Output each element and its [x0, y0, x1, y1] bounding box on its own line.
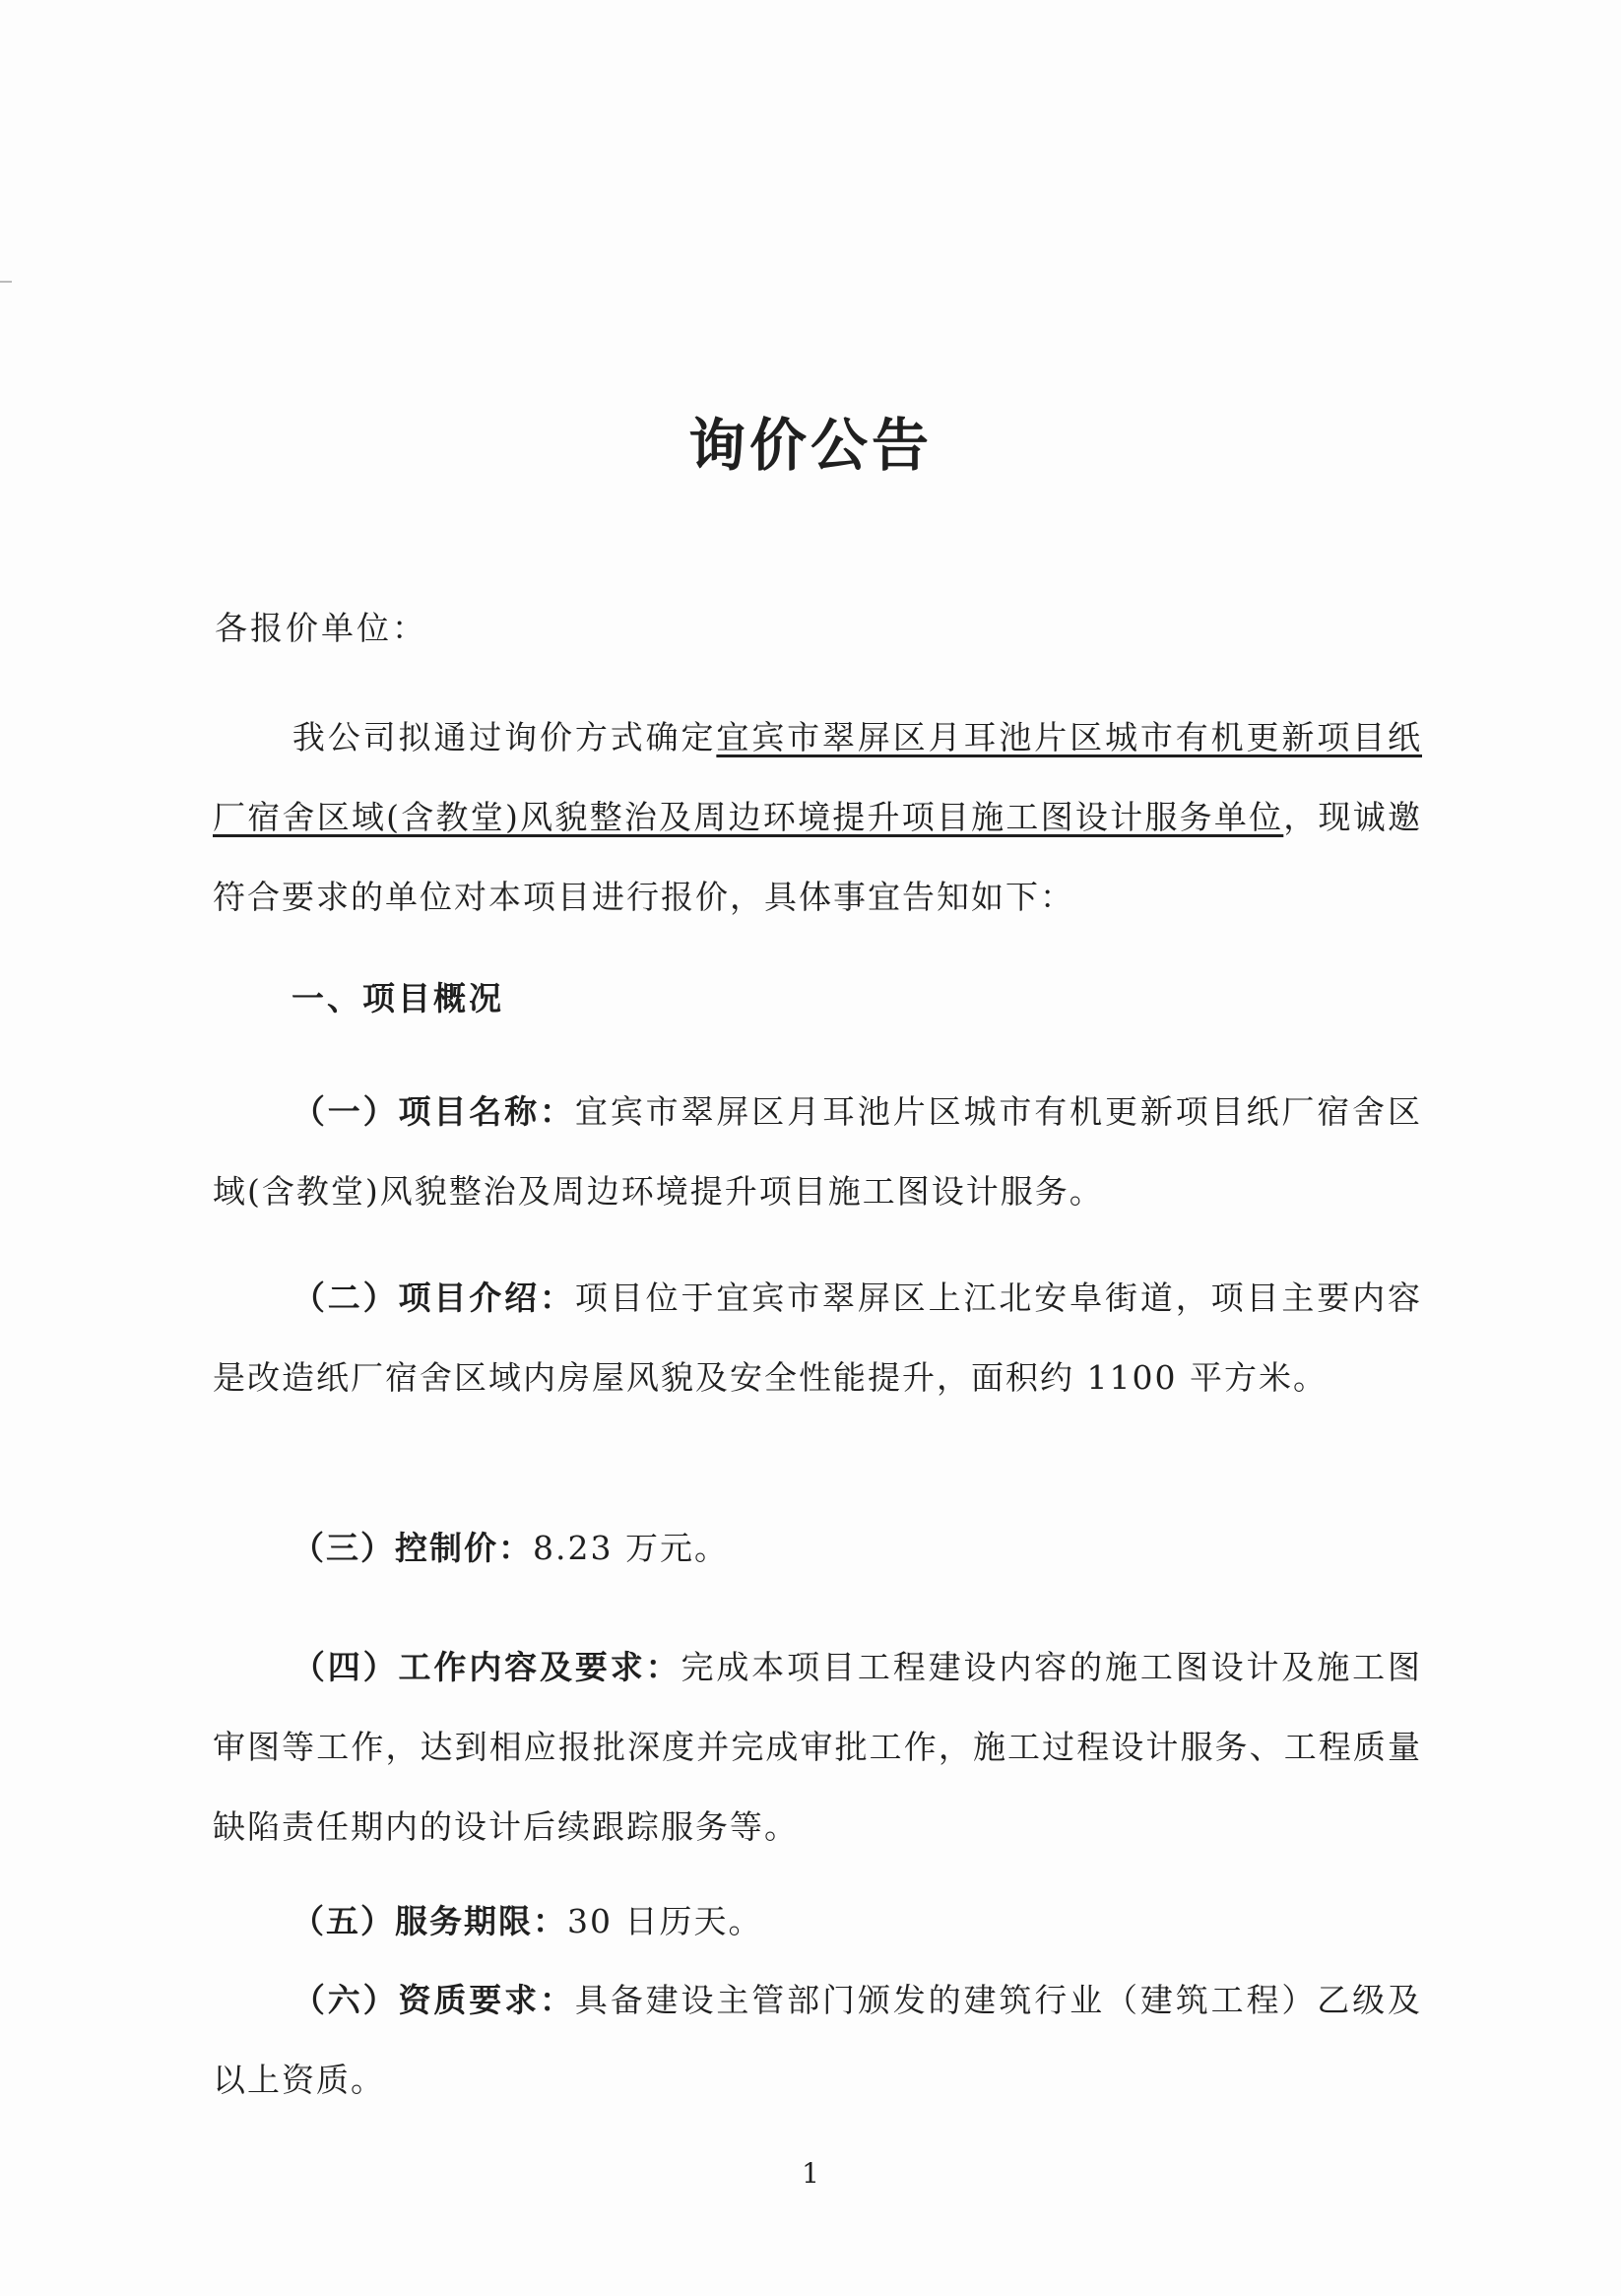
item-project-name: [213, 1072, 1422, 1231]
item-label: （五）服务期限：: [292, 1902, 567, 1940]
item-project-intro: [213, 1258, 1422, 1417]
document-title: 询价公告: [687, 412, 933, 479]
intro-paragraph: [213, 697, 1422, 937]
item-text: 8.23 万元。: [533, 1529, 729, 1567]
item-qualification: [213, 1960, 1422, 2120]
item-text: 宜宾市翠屏区月耳池片区城市有机更新项目纸厂宿舍区域(含教堂)风貌整治及周边环境提升项目施工图设计服务。: [213, 1092, 1422, 1211]
item-text: 具备建设主管部门颁发的建筑行业（建筑工程）乙级及以上资质。: [213, 1981, 1422, 2099]
item-text: 完成本项目工程建设内容的施工图设计及施工图审图等工作，达到相应报批深度并完成审批工作，施工过程设计服务、工程质量缺陷责任期内的设计后续跟踪服务等。: [213, 1648, 1422, 1846]
intro-suffix: ，现诚邀符合要求的单位对本项目进行报价，具体事宜告知如下：: [213, 798, 1423, 916]
item-service-period: [213, 1881, 1422, 1961]
project-name-underlined: 宜宾市翠屏区月耳池片区城市有机更新项目纸厂宿舍区域(含教堂)风貌整治及周边环境提升项目施工图设计服务单位: [213, 718, 1422, 836]
item-label: （二）项目介绍：: [292, 1279, 575, 1317]
salutation: 各报价单位：: [215, 609, 427, 647]
intro-prefix: 我公司拟通过询价方式确定: [292, 718, 717, 756]
item-label: （六）资质要求：: [292, 1981, 575, 2019]
item-text: 项目位于宜宾市翠屏区上江北安阜街道，项目主要内容是改造纸厂宿舍区域内房屋风貌及安全性能提升，面积约 1100 平方米。: [213, 1279, 1422, 1397]
section-heading-project-overview: 一、项目概况: [292, 979, 504, 1017]
item-label: （三）控制价：: [292, 1529, 533, 1567]
scan-edge-mark: [0, 281, 12, 283]
page-number: 1: [802, 2157, 819, 2190]
item-work-scope: [213, 1627, 1422, 1867]
item-label: （一）项目名称：: [292, 1092, 575, 1131]
item-text: 30 日历天。: [567, 1902, 763, 1940]
item-label: （四）工作内容及要求：: [292, 1648, 681, 1686]
item-control-price: [213, 1508, 1422, 1588]
